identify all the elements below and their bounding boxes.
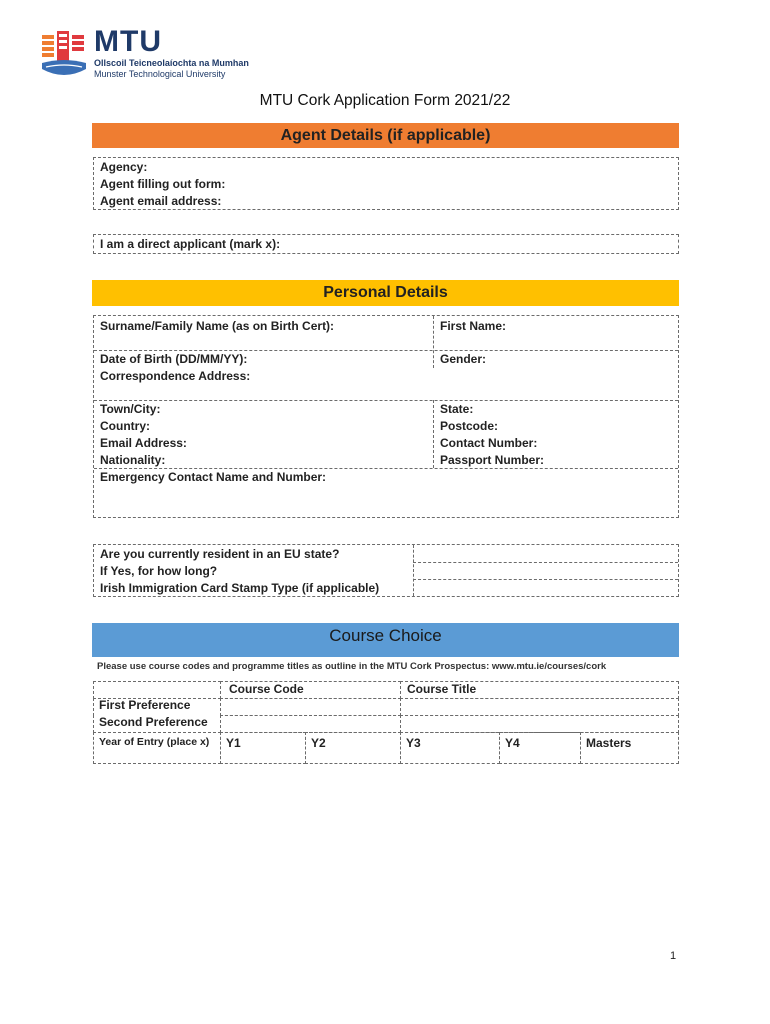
direct-applicant-box[interactable]: [93, 234, 679, 254]
form-title: MTU Cork Application Form 2021/22: [259, 92, 511, 109]
immigration-stamp-answer[interactable]: [415, 580, 677, 595]
personal-details-box: [93, 315, 679, 518]
personal-details-heading: Personal Details: [92, 280, 679, 306]
logo-wordmark: MTU: [94, 25, 162, 58]
first-preference-label: First Preference: [93, 698, 221, 716]
correspondence-address-field[interactable]: Correspondence Address:: [100, 369, 251, 383]
first-name-field[interactable]: First Name:: [440, 319, 507, 333]
agent-details-box: [93, 157, 679, 210]
year-y1-cell[interactable]: Y1: [220, 732, 306, 764]
surname-field[interactable]: Surname/Family Name (as on Birth Cert):: [100, 319, 335, 333]
row-divider: [94, 350, 678, 351]
column-divider: [433, 400, 434, 468]
agency-field[interactable]: Agency:: [100, 160, 148, 174]
mtu-crest-icon: [40, 29, 88, 79]
postcode-field[interactable]: Postcode:: [440, 419, 499, 433]
year-masters-cell[interactable]: Masters: [580, 732, 679, 764]
passport-number-field[interactable]: Passport Number:: [440, 453, 545, 467]
gender-field[interactable]: Gender:: [440, 352, 487, 366]
column-divider: [413, 545, 414, 596]
country-field[interactable]: Country:: [100, 419, 150, 433]
dob-field[interactable]: Date of Birth (DD/MM/YY):: [100, 352, 248, 366]
page-number: 1: [670, 950, 677, 962]
first-preference-title[interactable]: [400, 698, 679, 716]
town-city-field[interactable]: Town/City:: [100, 402, 161, 416]
column-divider: [433, 316, 434, 368]
logo-english-name: Munster Technological University: [94, 69, 226, 79]
nationality-field[interactable]: Nationality:: [100, 453, 166, 467]
immigration-stamp-question: Irish Immigration Card Stamp Type (if applicable): [100, 581, 380, 595]
year-y2-cell[interactable]: Y2: [305, 732, 401, 764]
residency-duration-question: If Yes, for how long?: [100, 564, 218, 578]
email-address-field[interactable]: Email Address:: [100, 436, 187, 450]
row-divider: [94, 468, 678, 469]
second-preference-code[interactable]: [220, 715, 401, 733]
contact-number-field[interactable]: Contact Number:: [440, 436, 538, 450]
course-note: Please use course codes and programme titles as outline in the MTU Cork Prospectus: www.mtu.ie/courses/cork: [97, 661, 607, 672]
course-title-header: Course Title: [400, 681, 679, 699]
agent-email-field[interactable]: Agent email address:: [100, 194, 222, 208]
mtu-logo: [40, 25, 249, 85]
year-of-entry-label: Year of Entry (place x): [93, 732, 221, 764]
second-preference-title[interactable]: [400, 715, 679, 733]
emergency-contact-field[interactable]: Emergency Contact Name and Number:: [100, 470, 327, 484]
eu-resident-answer[interactable]: [415, 546, 677, 561]
first-preference-code[interactable]: [220, 698, 401, 716]
direct-applicant-label: I am a direct applicant (mark x):: [100, 237, 281, 251]
residency-duration-answer[interactable]: [415, 563, 677, 578]
table-corner-cell: [93, 681, 221, 699]
year-y4-cell[interactable]: Y4: [499, 732, 581, 764]
course-code-header: Course Code: [220, 681, 401, 699]
row-divider: [94, 400, 678, 401]
residency-box: [93, 544, 679, 597]
second-preference-label: Second Preference: [93, 715, 221, 733]
course-choice-heading: Course Choice: [92, 623, 679, 657]
eu-resident-question: Are you currently resident in an EU state?: [100, 547, 340, 561]
agent-name-field[interactable]: Agent filling out form:: [100, 177, 226, 191]
course-table: [93, 681, 679, 764]
year-y3-cell[interactable]: Y3: [400, 732, 500, 764]
agent-details-heading: Agent Details (if applicable): [92, 123, 679, 148]
state-field[interactable]: State:: [440, 402, 474, 416]
logo-irish-name: Ollscoil Teicneolaíochta na Mumhan: [94, 58, 249, 68]
